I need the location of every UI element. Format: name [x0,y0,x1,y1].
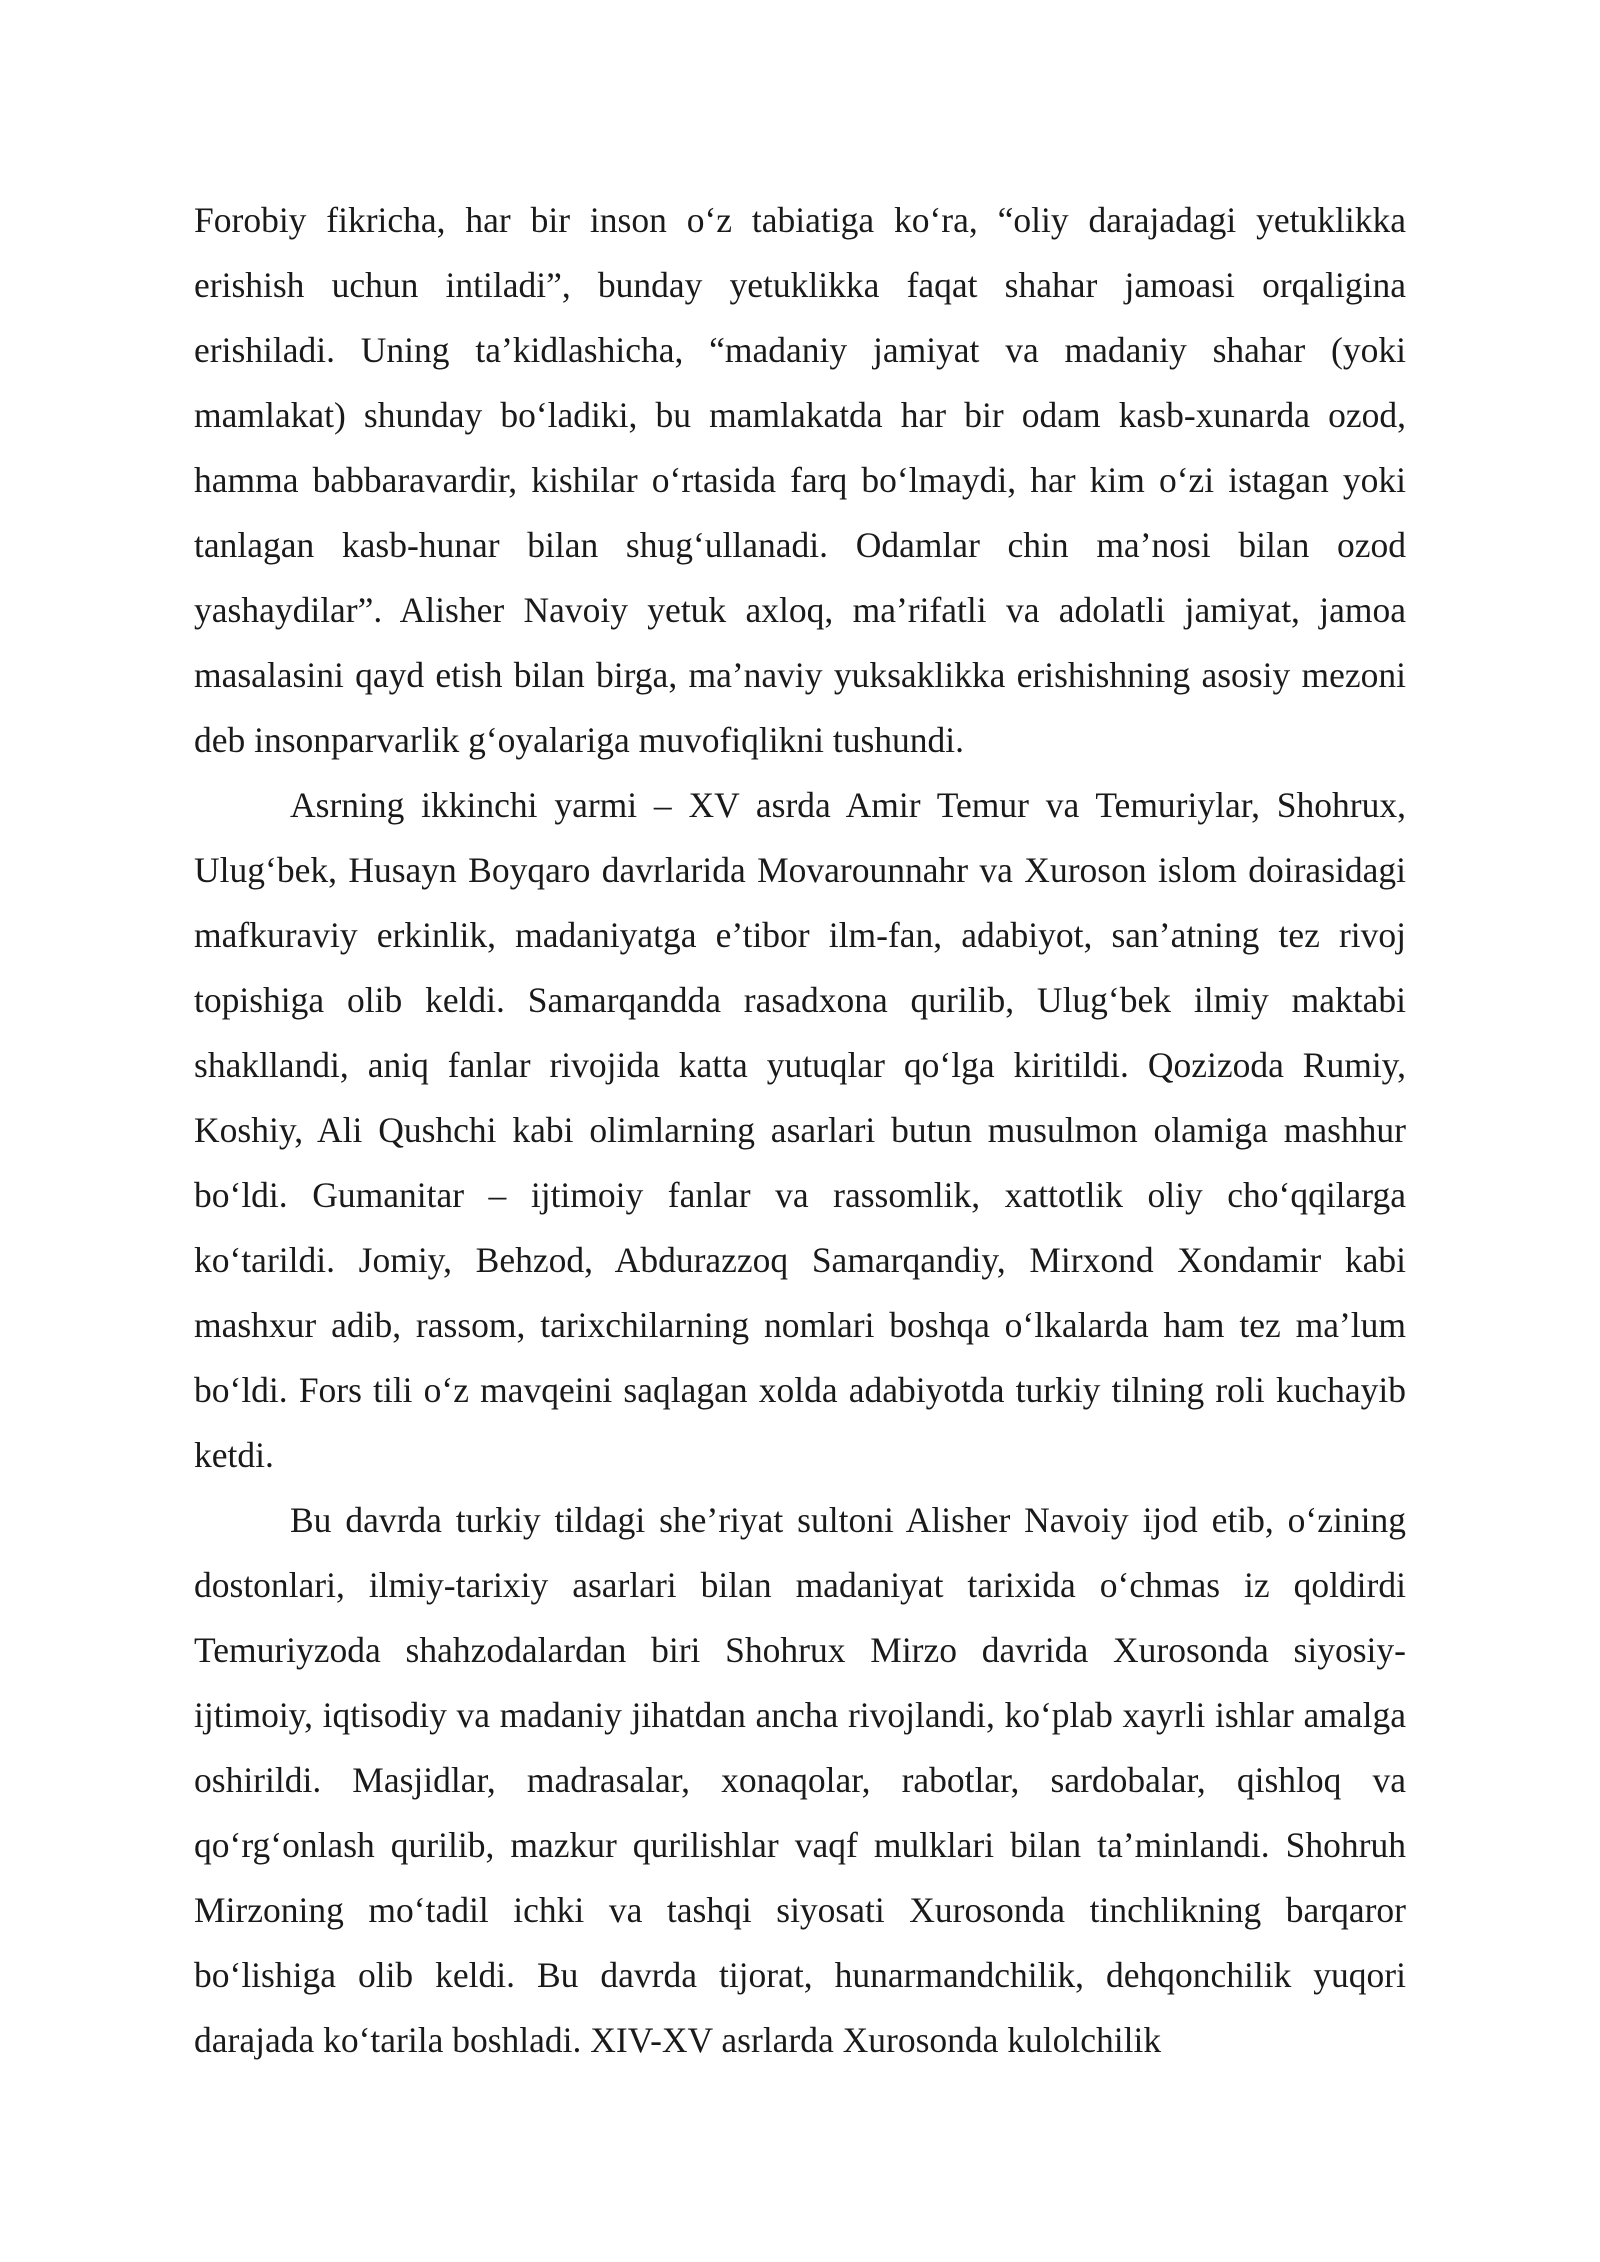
paragraph-1: Forobiy fikricha, har bir inson o‘z tabiatiga ko‘ra, “oliy darajadagi yetuklikka erishish uchun intiladi”, bunday yetuklikka faqat shahar jamoasi orqaligina erishiladi. Uning ta’kidlashicha, “madaniy jamiyat va madaniy shahar (yoki mamlakat) shunday bo‘ladiki, bu mamlakatda har bir odam kasb-xunarda ozod, hamma babbaravardir, kishilar o‘rtasida farq bo‘lmaydi, har kim o‘zi istagan yoki tanlagan kasb-hunar bilan shug‘ullanadi. Odamlar chin ma’nosi bilan ozod yashaydilar”. Alisher Navoiy yetuk axloq, ma’rifatli va adolatli jamiyat, jamoa masalasini qayd etish bilan birga, ma’naviy yuksaklikka erishishning asosiy mezoni deb insonparvarlik g‘oyalariga muvofiqlikni tushundi. [194,200,1406,760]
document-body [194,188,1406,2073]
paragraph-2: Asrning ikkinchi yarmi – XV asrda Amir Temur va Temuriylar, Shohrux, Ulug‘bek, Husayn Boyqaro davrlarida Movarounnahr va Xuroson islom doirasidagi mafkuraviy erkinlik, madaniyatga e’tibor ilm-fan, adabiyot, san’atning tez rivoj topishiga olib keldi. Samarqandda rasadxona qurilib, Ulug‘bek ilmiy maktabi shakllandi, aniq fanlar rivojida katta yutuqlar qo‘lga kiritildi. Qozizoda Rumiy, Koshiy, Ali Qushchi kabi olimlarning asarlari butun musulmon olamiga mashhur bo‘ldi. Gumanitar – ijtimoiy fanlar va rassomlik, xattotlik oliy cho‘qqilarga ko‘tarildi. Jomiy, Behzod, Abdurazzoq Samarqandiy, Mirxond Xondamir kabi mashxur adib, rassom, tarixchilarning nomlari boshqa o‘lkalarda ham tez ma’lum bo‘ldi. Fors tili o‘z mavqeini saqlagan xolda adabiyotda turkiy tilning roli kuchayib ketdi. [194,785,1406,1475]
paragraph-3: Bu davrda turkiy tildagi she’riyat sultoni Alisher Navoiy ijod etib, o‘zining dostonlari, ilmiy-tarixiy asarlari bilan madaniyat tarixida o‘chmas iz qoldirdi Temuriyzoda shahzodalardan biri Shohrux Mirzo davrida Xurosonda siyosiy-ijtimoiy, iqtisodiy va madaniy jihatdan ancha rivojlandi, ko‘plab xayrli ishlar amalga oshirildi. Masjidlar, madrasalar, xonaqolar, rabotlar, sardobalar, qishloq va qo‘rg‘onlash qurilib, mazkur qurilishlar vaqf mulklari bilan ta’minlandi. Shohruh Mirzoning mo‘tadil ichki va tashqi siyosati Xurosonda tinchlikning barqaror bo‘lishiga olib keldi. Bu davrda tijorat, hunarmandchilik, dehqonchilik yuqori darajada ko‘tarila boshladi. XIV-XV asrlarda Xurosonda kulolchilik [194,1500,1406,2060]
